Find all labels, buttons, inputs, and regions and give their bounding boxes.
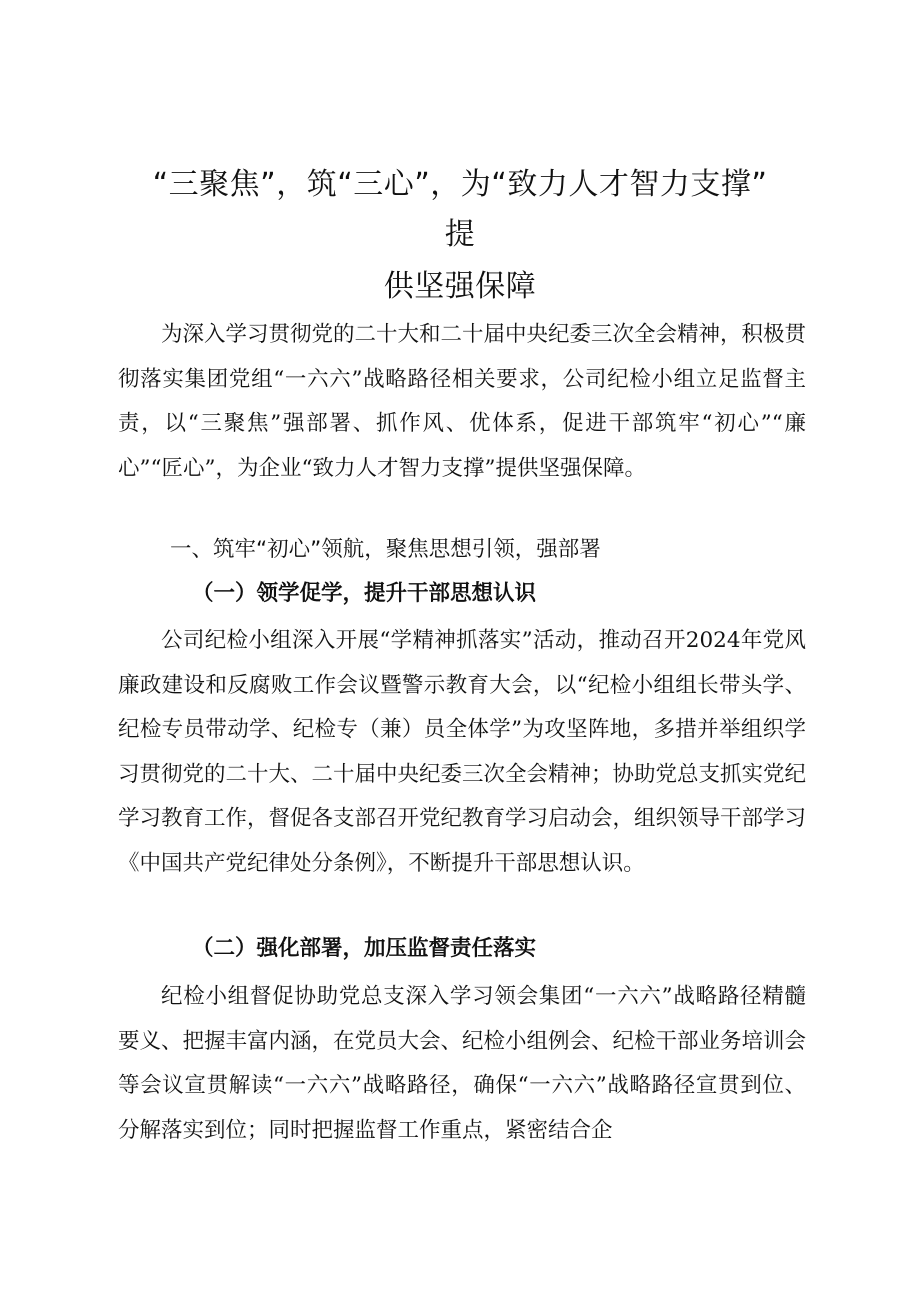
subsection-1-paragraph: 公司纪检小组深入开展“学精神抓落实”活动，推动召开2024年党风廉政建设和反腐败工作会议暨警示教育大会，以“纪检小组组长带头学、纪检专员带动学、纪检专（兼）员全体学”为攻坚阵地，多措并举组织学习贯彻党的二十大、二十届中央纪委三次全会精神；协助党总支抓实党纪学习教育工作，督促各支部召开党纪教育学习启动会，组织领导干部学习《中国共产党纪律处分条例》，不断提升干部思想认识。 [118, 628, 807, 876]
document-title-line-2: 提 [444, 217, 476, 252]
subsection-2-paragraph: 纪检小组督促协助党总支深入学习领会集团“一六六”战略路径精髓要义、把握丰富内涵，在党员大会、纪检小组例会、纪检干部业务培训会等会议宣贯解读“一六六”战略路径，确保“一六六”战略路径宣贯到位、分解落实到位；同时把握监督工作重点，紧密结合企 [118, 984, 807, 1143]
intro-paragraph: 为深入学习贯彻党的二十大和二十届中央纪委三次全会精神，积极贯彻落实集团党组“一六六”战略路径相关要求，公司纪检小组立足监督主责，以“三聚焦”强部署、抓作风、优体系，促进干部筑牢“初心”“廉心”“匠心”，为企业“致力人才智力支撑”提供坚强保障。 [118, 322, 807, 481]
document-title-line-1: “三聚焦”，筑“三心”，为“致力人才智力支撑” [152, 167, 768, 202]
section-1-heading: 一、筑牢“初心”领航，聚焦思想引领，强部署 [170, 537, 601, 562]
subsection-2-heading: （二）强化部署，加压监督责任落实 [192, 936, 537, 961]
document-title-line-3: 供坚强保障 [383, 269, 537, 304]
subsection-1-heading: （一）领学促学，提升干部思想认识 [192, 581, 537, 606]
